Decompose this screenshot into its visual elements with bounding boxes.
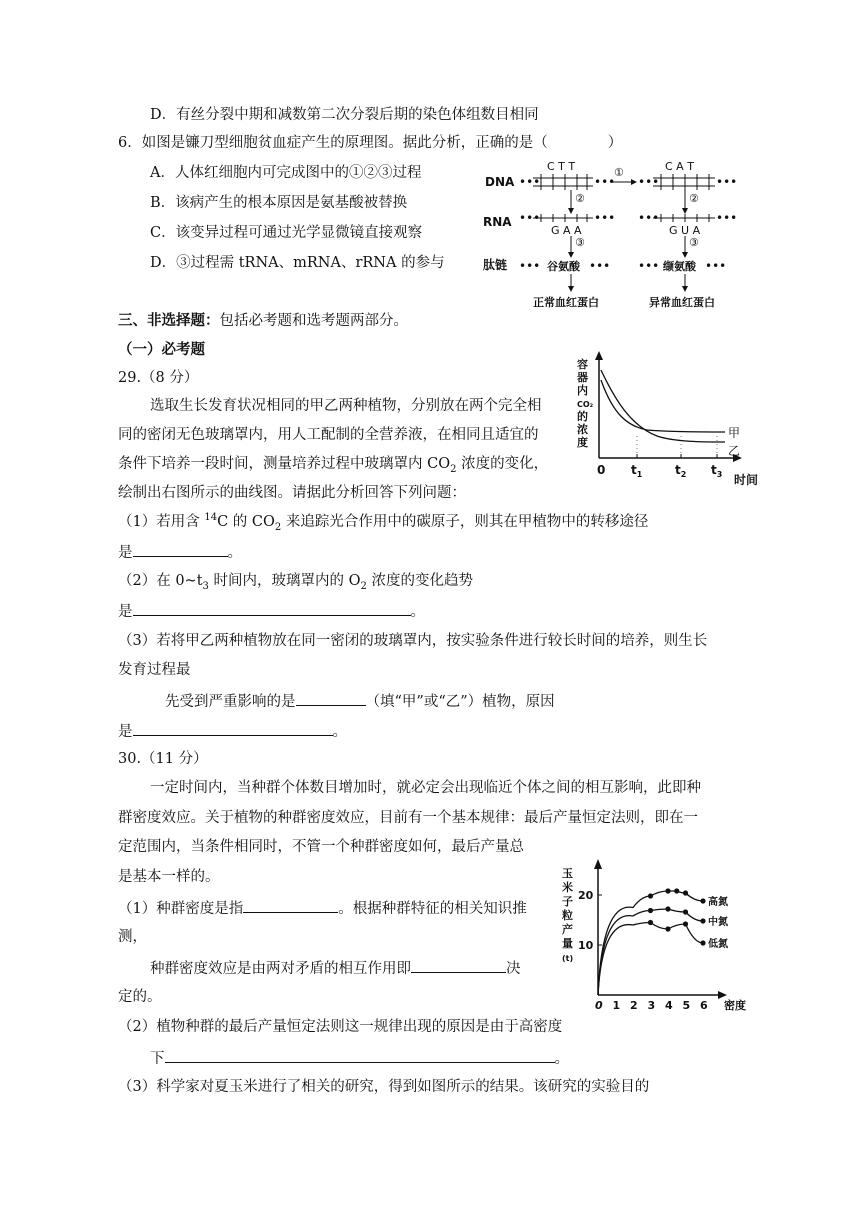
right-protein: 异常血红蛋白 <box>649 296 715 309</box>
q30-series-line <box>598 891 703 995</box>
q29-legend-jia: 甲 <box>728 426 741 440</box>
q29-blank-2[interactable] <box>133 600 411 616</box>
q30-sub1-b: 测， <box>118 929 147 945</box>
q30-blank-1[interactable] <box>243 897 338 913</box>
right-dna-seq: C A T <box>665 160 694 173</box>
q30-data-point <box>648 920 653 925</box>
q30-series-label: 高氮 <box>708 897 728 908</box>
q29-ylabel-char: 度 <box>577 436 588 449</box>
q30-blank-2[interactable] <box>411 957 506 973</box>
q30-ylabel-char: 粒 <box>562 909 573 922</box>
left-dna-strand <box>533 174 593 190</box>
q30-number: 30.（11 分） <box>118 751 208 767</box>
q30-ylabel-char: 产 <box>562 923 573 936</box>
q30-ylabel-char: 量 <box>562 937 573 950</box>
q29-chart <box>575 350 770 490</box>
q30-x-tick-label: 6 <box>700 999 708 1012</box>
q30-para-4: 是基本一样的。 <box>118 869 220 885</box>
q29-sub2-answer: 是 。 <box>118 600 425 622</box>
step1-label: ① <box>614 166 624 179</box>
q30-ylabel-char: 子 <box>562 895 573 908</box>
section3-heading <box>118 311 408 331</box>
q30-series-label: 中氮 <box>708 917 728 928</box>
q29-series-jia <box>601 380 725 432</box>
svg-text:•••: ••• <box>705 259 727 273</box>
q6-option-a: A．人体红细胞内可完成图中的①②③过程 <box>150 165 422 181</box>
q29-blank-1[interactable] <box>133 541 228 557</box>
q29-sub3-d: 是 。 <box>118 720 347 742</box>
q29-ylabel-char: 的 <box>577 410 588 423</box>
q6-option-d: D．③过程需 tRNA、mRNA、rRNA 的参与 <box>150 255 445 271</box>
q29-sub2: （2）在 $0\sim t_3$ 时间内，玻璃罩内的 $O_2$ 浓度的变化趋势 <box>118 573 474 592</box>
q30-chart <box>560 855 760 1015</box>
q29-para-3: 条件下培养一段时间，测量培养过程中玻璃罩内 $CO_2$ 浓度的变化， <box>118 456 549 475</box>
q5-option-d: D．有丝分裂中期和减数第二次分裂后期的染色体组数目相同 <box>150 107 539 123</box>
q30-data-point <box>700 940 705 945</box>
q30-y-tick-label: 20 <box>578 889 594 902</box>
svg-text:•••: ••• <box>594 175 616 189</box>
q29-para-2: 同的密闭无色玻璃罩内，用人工配制的全营养液，在相同且适宜的 <box>118 427 539 443</box>
q30-data-point <box>674 888 679 893</box>
q30-data-point <box>683 921 688 926</box>
left-rna-seq: G A A <box>551 224 582 237</box>
fig-rna-label: RNA <box>483 215 512 229</box>
q29-ylabel-char: CO₂ <box>577 400 594 409</box>
q30-x-tick-label: 3 <box>647 999 656 1012</box>
q6-option-c: C．该变异过程可通过光学显微镜直接观察 <box>150 225 423 241</box>
q30-x-tick-label: 1 <box>612 999 621 1012</box>
q30-data-point <box>648 908 653 913</box>
q29-tick-label: $t_3$ <box>711 463 723 479</box>
svg-text:•••: ••• <box>594 211 616 225</box>
left-step2: ② <box>575 192 585 205</box>
q30-sub1-d: 定的。 <box>118 989 162 1005</box>
q6-stem-text: 6．如图是镰刀型细胞贫血症产生的原理图。据此分析，正确的是（ <box>118 135 548 151</box>
q30-para-2: 群密度效应。关于植物的种群密度效应，目前有一个基本规律：最后产量恒定法则，即在一 <box>118 810 698 826</box>
q6-figure <box>475 150 750 312</box>
q29-x-axis-label: 时间 <box>734 473 759 487</box>
q30-sub3: （3）科学家对夏玉米进行了相关的研究，得到如图所示的结果。该研究的实验目的 <box>118 1079 650 1095</box>
q30-data-point <box>665 906 670 911</box>
q30-data-point <box>700 898 705 903</box>
q30-para-1: 一定时间内，当种群个体数目增加时，就必定会出现临近个体之间的相互影响，此即种 <box>150 780 701 796</box>
q29-y-axis-label <box>576 357 594 449</box>
q6-option-b: B．该病产生的根本原因是氨基酸被替换 <box>150 195 408 211</box>
q30-series-label: 低氮 <box>708 939 728 950</box>
left-dna-seq: C T T <box>547 160 576 173</box>
q29-sub1-answer: 是 。 <box>118 541 242 563</box>
right-dna-strand <box>653 174 715 190</box>
q30-data-point <box>683 909 688 914</box>
right-step3: ③ <box>689 236 699 249</box>
left-step3: ③ <box>575 236 585 249</box>
q29-blank-4[interactable] <box>133 720 333 736</box>
q30-data-point <box>665 888 670 893</box>
svg-text:•••: ••• <box>638 211 660 225</box>
svg-text:•••: ••• <box>519 259 541 273</box>
q6-stem-end: ） <box>607 135 623 151</box>
q29-tick-label: $t_2$ <box>675 463 687 479</box>
q30-sub2-b: 下 。 <box>150 1047 569 1069</box>
right-amino-acid: 缬氨酸 <box>663 260 696 273</box>
svg-text:•••: ••• <box>638 259 660 273</box>
left-amino-acid: 谷氨酸 <box>547 260 580 273</box>
q30-para-3: 定范围内，当条件相同时，不管一个种群密度如何，最后产量总 <box>118 839 524 855</box>
q30-ylabel-char: (t) <box>562 954 574 963</box>
q30-sub1: （1）种群密度是指 。根据种群特征的相关知识推 <box>118 897 527 919</box>
q29-blank-3[interactable] <box>296 690 366 706</box>
svg-text:•••: ••• <box>716 211 738 225</box>
section3-label: 三、非选择题： <box>118 312 220 329</box>
q29-ylabel-char: 内 <box>577 384 588 397</box>
q30-x-tick-label: 2 <box>630 999 638 1012</box>
q30-blank-3[interactable] <box>165 1047 555 1063</box>
q29-legend-yi: 乙 <box>728 444 741 458</box>
q30-x-tick-label: 4 <box>665 999 673 1012</box>
q29-origin: 0 <box>597 463 606 477</box>
q29-para-4: 绘制出右图所示的曲线图。请据此分析回答下列问题： <box>118 485 466 501</box>
svg-text:•••: ••• <box>519 175 541 189</box>
svg-text:•••: ••• <box>519 211 541 225</box>
svg-text:•••: ••• <box>638 175 660 189</box>
q29-para-1: 选取生长发育状况相同的甲乙两种植物，分别放在两个完全相 <box>150 398 542 414</box>
section3-text: 包括必考题和选考题两部分。 <box>219 313 408 329</box>
q29-sub3: （3）若将甲乙两种植物放在同一密闭的玻璃罩内，按实验条件进行较长时间的培养，则生长 <box>118 633 708 649</box>
svg-text:•••: ••• <box>589 259 611 273</box>
q29-number: 29.（8 分） <box>118 370 199 386</box>
q29-ylabel-char: 容 <box>577 358 588 371</box>
fig-peptide-label: 肽链 <box>483 258 508 272</box>
fig-dna-label: DNA <box>485 175 515 189</box>
left-protein: 正常血红蛋白 <box>533 296 599 309</box>
q30-data-point <box>700 918 705 923</box>
q30-data-point <box>648 893 653 898</box>
q30-ylabel-char: 米 <box>562 881 573 894</box>
q30-x-tick-label: 5 <box>682 999 691 1012</box>
q30-sub1-c: 种群密度效应是由两对矛盾的相互作用即 决 <box>150 957 521 979</box>
q30-x-axis-label: 密度 <box>724 999 746 1012</box>
q29-sub1: （1）若用含 $^{14}$C 的 $CO_2$ 来追踪光合作用中的碳原子，则其在甲植物中的转移途径 <box>118 512 649 533</box>
right-rna-seq: G U A <box>669 224 701 237</box>
q29-ylabel-char: 器 <box>577 371 588 384</box>
q30-y-tick-label: 10 <box>578 939 594 952</box>
q29-sub3-b: 发育过程最 <box>118 662 191 678</box>
right-step2: ② <box>689 192 699 205</box>
q30-sub2: （2）植物种群的最后产量恒定法则这一规律出现的原因是由于高密度 <box>118 1019 563 1035</box>
q29-sub3-c: 先受到严重影响的是 （填“甲”或“乙”）植物，原因 <box>165 690 555 712</box>
q29-ylabel-char: 浓 <box>577 423 588 436</box>
q30-data-point <box>665 926 670 931</box>
q30-x-tick-label: 0 <box>595 999 603 1012</box>
svg-text:•••: ••• <box>716 175 738 189</box>
q30-ylabel-char: 玉 <box>562 867 573 880</box>
section3-sub: （一）必考题 <box>118 341 205 358</box>
q30-series-line <box>598 923 703 996</box>
q29-tick-label: $t_1$ <box>631 463 643 479</box>
q30-data-point <box>683 890 688 895</box>
